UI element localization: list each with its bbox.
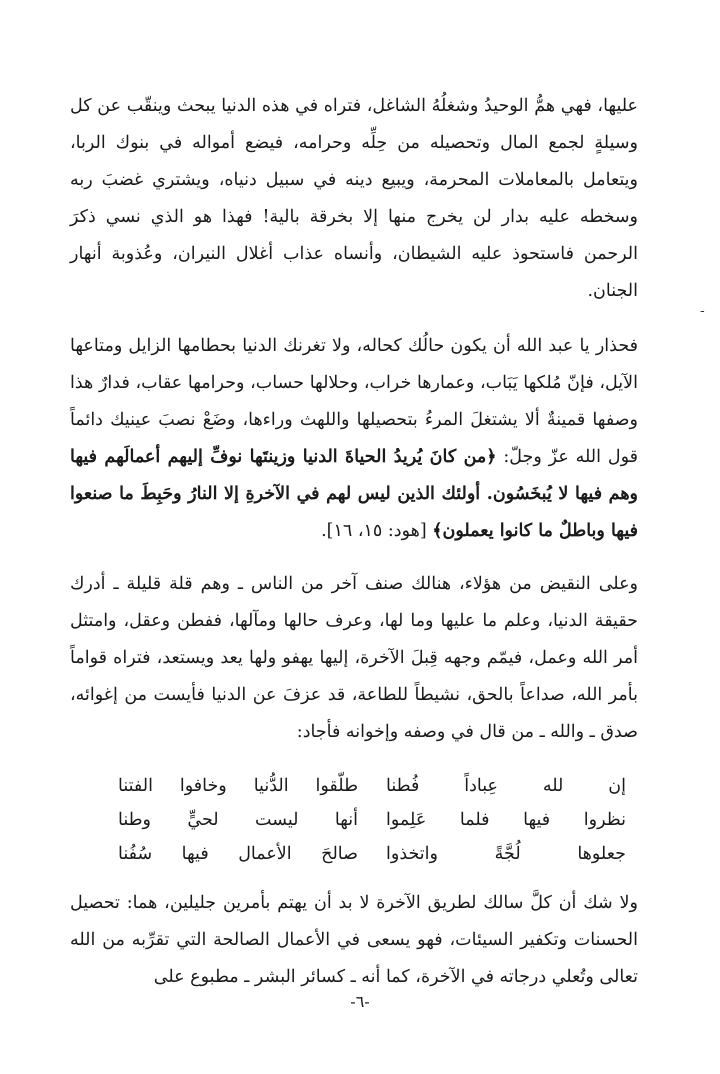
paragraph-2-text: فحذار يا عبد الله أن يكون حالُك كحاله، ولا تغرنك الدنيا بحطامها الزايل ومتاعها الآيل، فإنّ مُلكها يَبَاب، وعمارها خراب، وحلالها حساب، وحرامها عقاب، فدارٌ هذا وصفها قمينةٌ ألا يشتغلَ المرءُ بتحصيلها واللهث وراءها، وضَعْ نصبَ عينيك دائماً قول الله عزّ وجلّ: — [70, 336, 638, 467]
poem-verse — [70, 803, 638, 837]
verse-reference: [هود: ١٥، ١٦]. — [321, 521, 433, 541]
poem — [70, 769, 638, 871]
poem-first-hemistich: إن لله عِباداً فُطنا — [386, 776, 626, 796]
paragraph-1 — [70, 88, 638, 310]
poem-second-hemistich: أنها ليست لحيٍّ وطنا — [118, 810, 358, 830]
page-number: -٦- — [350, 992, 370, 1011]
paragraph-2 — [70, 328, 638, 550]
poem-first-hemistich: جعلوها لُجَّةً واتخذوا — [386, 844, 626, 864]
margin-mark: ـ — [700, 302, 704, 315]
poem-second-hemistich: صالحَ الأعمال فيها سُفُنا — [118, 844, 358, 864]
poem-verse — [70, 769, 638, 803]
quran-verse: ﴿من كانَ يُريدُ الحياةَ الدنيا وزينتَها نوفِّ إليهم أعمالَهم فيها وهم فيها لا يُبخَسُون. أولئك الذين ليس لهم في الآخرةِ إلا النارُ وحَبِطَ ما صنعوا فيها وباطلٌ ما كانوا يعملون﴾ — [70, 447, 638, 541]
poem-second-hemistich: طلّقوا الدُّنيا وخافوا الفتنا — [118, 776, 358, 796]
paragraph-3 — [70, 566, 638, 751]
paragraph-3-text: وعلى النقيض من هؤلاء، هنالك صنف آخر من الناس ـ وهم قلة قليلة ـ أدرك حقيقة الدنيا، وعلم ما عليها وما لها، وعرف حالها ومآلها، ففطن وعقل، وامتثل أمر الله وعمل، فيمّم وجهه قِبلَ الآخرة، إليها يهفو ولها يعد ويستعد، فتراه قواماً بأمر الله، صداعاً بالحق، نشيطاً للطاعة، قد عزفَ عن الدنيا فأيست من إغوائه، صدق ـ والله ـ من قال في وصفه وإخوانه فأجاد: — [70, 574, 638, 742]
poem-verse — [70, 837, 638, 871]
paragraph-1-text: عليها، فهي همُّ الوحيدُ وشغلُهُ الشاغل، فتراه في هذه الدنيا يبحث وينقّب عن كل وسيلةٍ لجمع المال وتحصيله من حِلِّه وحرامه، فيضع أمواله في بنوك الربا، ويتعامل بالمعاملات المحرمة، ويبيع دينه في سبيل دنياه، ويشتري غضبَ ربه وسخطه عليه بدار لن يخرج منها إلا بخرقة بالية! فهذا هو الذي نسي ذكرَ الرحمن فاستحوذ عليه الشيطان، وأنساه عذاب أغلال النيران، وعُذوبة أنهار الجنان. — [70, 96, 638, 301]
paragraph-4-text: ولا شك أن كلَّ سالك لطريق الآخرة لا بد أن يهتم بأمرين جليلين، هما: تحصيل الحسنات وتكفير السيئات، فهو يسعى في الأعمال الصالحة التي تقرِّبه من الله تعالى وتُعلي درجاته في الآخرة، كما أنه ـ كسائر البشر ـ مطبوع على — [70, 893, 638, 987]
poem-first-hemistich: نظروا فيها فلما عَلِموا — [386, 810, 626, 830]
paragraph-4 — [70, 885, 638, 996]
